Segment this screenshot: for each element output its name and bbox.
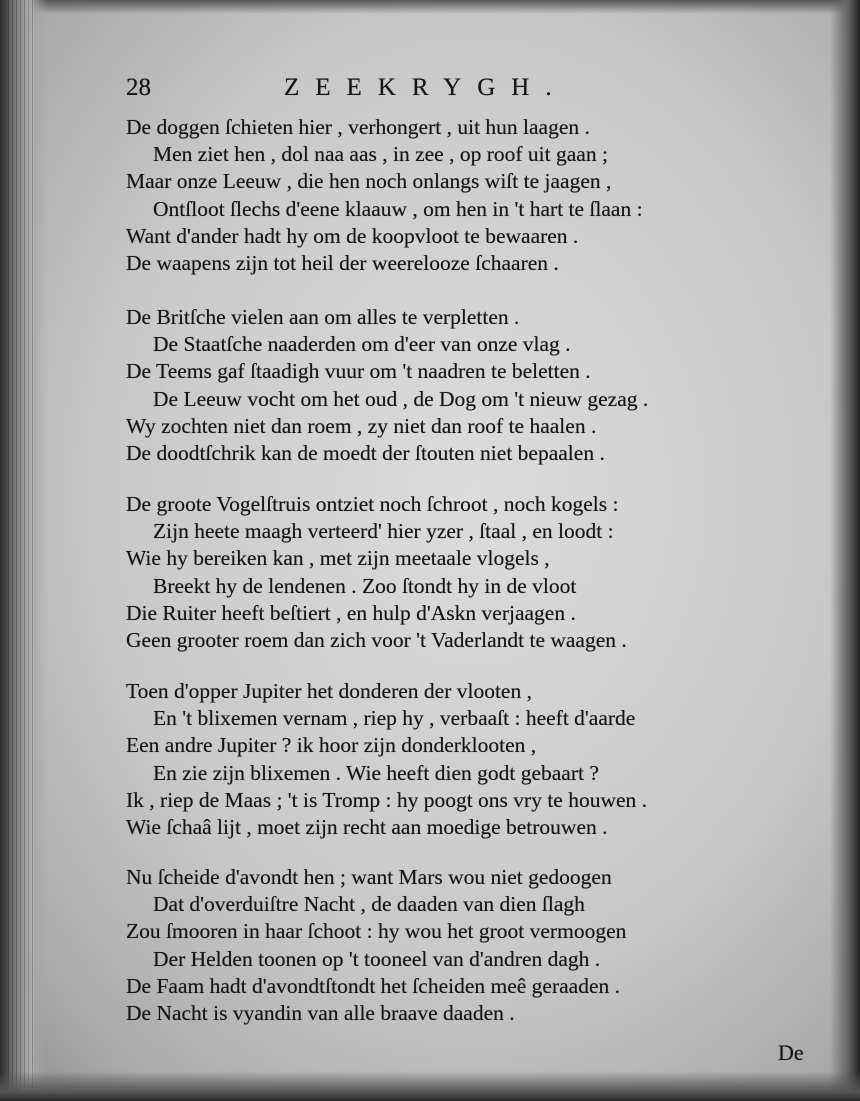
- verse-line: Maar onze Leeuw , die hen noch onlangs wiſt te jaagen ,: [126, 169, 612, 194]
- verse-line: De doggen ſchieten hier , verhongert , uit hun laagen .: [126, 115, 590, 139]
- verse-line: Der Helden toonen op 't tooneel van d'andren dagh .: [153, 946, 601, 971]
- verse-line: De Faam hadt d'avondtſtondt het ſcheiden meê geraaden .: [126, 973, 621, 998]
- verse-line: Een andre Jupiter ? ik hoor zijn donderklooten ,: [126, 733, 537, 758]
- verse-line: De Nacht is vyandin van alle braave daaden .: [126, 1000, 515, 1025]
- catchword: De: [778, 1040, 804, 1065]
- verse-line: En 't blixemen vernam , riep hy , verbaaſt : heeft d'aarde: [153, 706, 636, 731]
- verse-line: Die Ruiter heeft beſtiert , en hulp d'Askn verjaagen .: [126, 600, 576, 625]
- page-number: 28: [126, 74, 151, 101]
- verse-line: Breekt hy de lendenen . Zoo ſtondt hy in de vloot: [153, 573, 577, 598]
- stanza: [126, 864, 766, 1027]
- verse-line: De Teems gaf ſtaadigh vuur om 't naadren te beletten .: [126, 359, 591, 384]
- verse-line: Men ziet hen , dol naa aas , in zee , op roof uit gaan ;: [153, 142, 608, 167]
- verse-line: Ontſloot ſlechs d'eene klaauw , om hen in 't hart te ſlaan :: [153, 196, 643, 221]
- verse-line: Zou ſmooren in haar ſchoot : hy wou het groot vermoogen: [126, 919, 627, 944]
- stanza: [126, 304, 766, 467]
- verse-line: Toen d'opper Jupiter het donderen der vlooten ,: [126, 679, 532, 703]
- verse-line: Wy zochten niet dan roem , zy niet dan roof te haalen .: [126, 413, 597, 438]
- stanza: [126, 491, 766, 654]
- verse-line: Zijn heete maagh verteerd' hier yzer , ſtaal , en loodt :: [153, 519, 614, 544]
- stanza: [126, 678, 766, 841]
- stanza: [126, 114, 766, 277]
- verse-line: Wie hy bereiken kan , met zijn meetaale vlogels ,: [126, 546, 550, 571]
- verse-line: De groote Vogelſtruis ontziet noch ſchroot , noch kogels :: [126, 492, 619, 516]
- verse-line: Ik , riep de Maas ; 't is Tromp : hy poogt ons vry te houwen .: [126, 787, 648, 812]
- verse-line: De Leeuw vocht om het oud , de Dog om 't nieuw gezag .: [153, 386, 649, 411]
- verse-line: De waapens zijn tot heil der weereloozе ſchaaren .: [126, 250, 559, 275]
- verse-line: Nu ſcheide d'avondt hen ; want Mars wou niet gedoogen: [126, 865, 612, 889]
- verse-line: Dat d'overduiſtre Nacht , de daaden van dien ſlagh: [153, 892, 585, 917]
- verse-line: De Britſche vielen aan om alles te verpletten .: [126, 305, 520, 329]
- verse-line: Geen grooter roem dan zich voor 't Vaderlandt te waagen .: [126, 627, 627, 652]
- running-head: [126, 74, 686, 108]
- verse-line: Want d'ander hadt hy om de koopvloot te bewaaren .: [126, 223, 579, 248]
- verse-line: En zie zijn blixemen . Wie heeft dien godt gebaart ?: [153, 760, 599, 785]
- verse-line: De Staatſche naaderden om d'eer van onze vlag .: [153, 332, 571, 357]
- verse-line: De doodtſchrik kan de moedt der ſtouten niet bepaalen .: [126, 440, 605, 465]
- verse-line: Wie ſchaâ lijt , moet zijn recht aan moedige betrouwen .: [126, 814, 608, 839]
- running-title: ZEEKRYGH.: [284, 74, 568, 101]
